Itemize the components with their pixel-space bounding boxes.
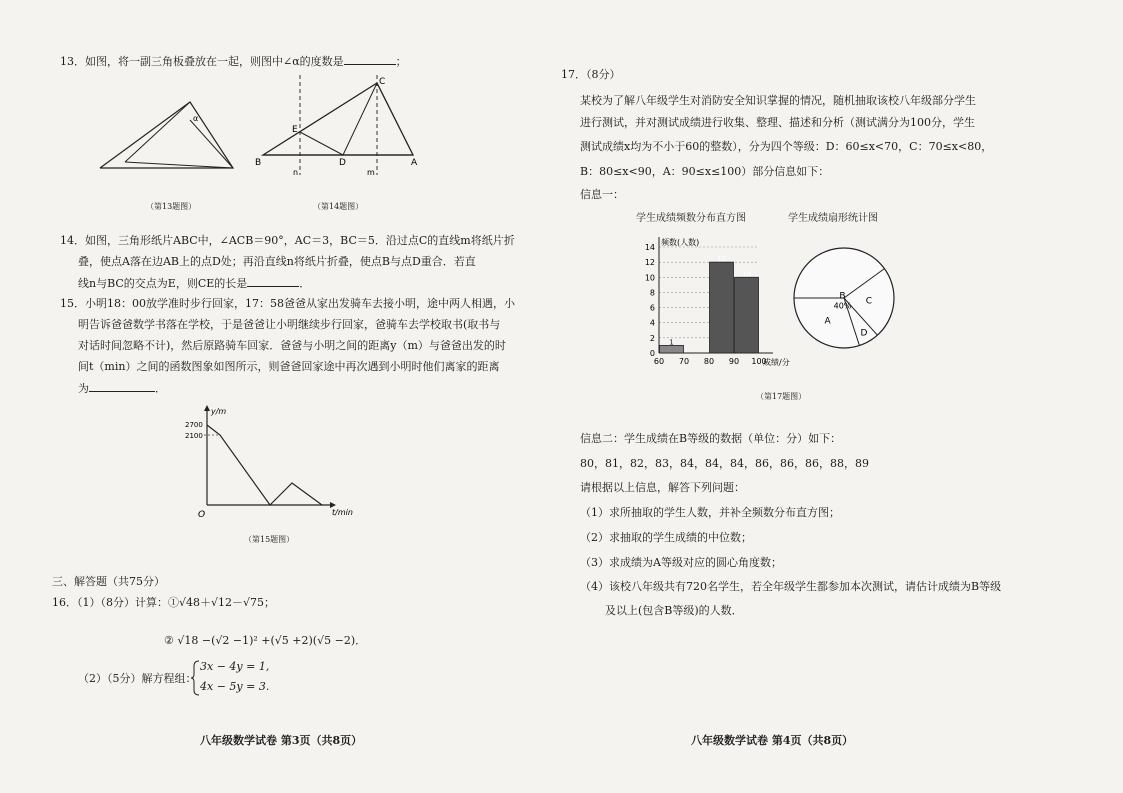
q14-line2: 叠，使点A落在边AB上的点D处；再沿直线n将纸片折叠，使点B与点D重合．若直 bbox=[78, 255, 476, 268]
x-axis-label: 成绩/分 bbox=[763, 358, 790, 367]
q15-line4: 间t（min）之间的函数图象如图所示，则爸爸回家途中再次遇到小明时他们离家的距离 bbox=[78, 360, 500, 373]
y-tick-label: 0 bbox=[649, 349, 655, 358]
q17-sub2: （2）求抽取的学生成绩的中位数； bbox=[580, 531, 752, 544]
q14-line1: 14．如图，三角形纸片ABC中，∠ACB＝90°，AC＝3，BC＝5．沿过点C的直线m将纸片折 bbox=[60, 234, 515, 247]
q17-line2: 进行测试，并对测试成绩进行收集、整理、描述和分析（测试满分为100分，学生 bbox=[580, 116, 975, 129]
y-axis-label: 频数(人数) bbox=[661, 238, 700, 247]
q13-text: 13．如图，将一副三角板叠放在一起，则图中∠α的度数是 ； bbox=[60, 55, 407, 68]
q13-answer-blank[interactable] bbox=[344, 54, 396, 65]
y-tick-label: 14 bbox=[644, 243, 655, 252]
pie-label-a: A bbox=[824, 316, 831, 327]
y-axis-label: y/m bbox=[211, 407, 227, 416]
q16-eq2: 4x − 5y = 3. bbox=[200, 680, 270, 693]
pie-percent-label: 40% bbox=[833, 301, 852, 311]
left-page bbox=[0, 0, 561, 793]
x-axis-label: t/min bbox=[332, 508, 353, 517]
q14-caption: （第14题图） bbox=[313, 202, 364, 211]
bar-data-label: 12 bbox=[717, 255, 726, 264]
pie-chart bbox=[789, 243, 899, 353]
histogram-bar bbox=[735, 277, 759, 353]
q15-caption: （第15题图） bbox=[244, 535, 295, 544]
pie-label-c: C bbox=[865, 296, 873, 307]
q17-line4: B：80≤x<90，A：90≤x≤100）部分信息如下： bbox=[580, 165, 830, 178]
x-tick-label: 70 bbox=[678, 357, 690, 366]
y-tick-label: 8 bbox=[649, 288, 655, 298]
y-tick-2700: 2700 bbox=[185, 421, 203, 429]
q14-label-d: D bbox=[339, 158, 346, 168]
right-page bbox=[561, 0, 1122, 793]
q17-number: 17．（8分） bbox=[561, 68, 621, 81]
q17-info2-data: 80，81，82，83，84，84，84，86，86，86，88，89 bbox=[580, 457, 869, 470]
q17-figure-caption: （第17题图） bbox=[756, 392, 807, 401]
q17-line3: 测试成绩x均为不小于60的整数），分为四个等级：D：60≤x<70，C：70≤x<80， bbox=[580, 140, 993, 153]
q14-answer-blank[interactable] bbox=[247, 276, 299, 287]
q16-eq1: 3x − 4y = 1, bbox=[200, 660, 270, 673]
q14-label-e: E bbox=[292, 125, 298, 135]
q14-label-b: B bbox=[255, 158, 262, 168]
q16-part1-2: ② √18 −(√2 −1)² +(√5 +2)(√5 −2)． bbox=[164, 634, 367, 647]
right-page-footer: 八年级数学试卷 第4页（共8页） bbox=[691, 734, 854, 747]
q17-info1: 信息一： bbox=[580, 188, 624, 201]
histogram-chart bbox=[631, 235, 801, 380]
y-tick-label: 10 bbox=[644, 273, 655, 283]
q17-sub3: （3）求成绩为A等级对应的圆心角度数； bbox=[580, 556, 782, 569]
y-tick-label: 6 bbox=[649, 303, 655, 313]
q15-line2: 明告诉爸爸数学书落在学校，于是爸爸让小明继续步行回家，爸骑车去学校取书(取书与 bbox=[78, 318, 501, 331]
alpha-label: α bbox=[193, 114, 199, 123]
q17-sub4-line1: （4）该校八年级共有720名学生，若全年级学生都参加本次测试，请估计成绩为B等级 bbox=[580, 580, 1002, 593]
x-tick-label: 80 bbox=[703, 357, 715, 366]
x-tick-label: 90 bbox=[728, 357, 740, 366]
brace bbox=[190, 660, 200, 696]
section-3-heading: 三、解答题（共75分） bbox=[52, 575, 165, 588]
q14-label-m: m bbox=[367, 168, 375, 177]
q14-label-a: A bbox=[411, 158, 418, 168]
pie-label-d: D bbox=[860, 328, 868, 339]
q14-figure bbox=[255, 75, 425, 180]
y-tick-label: 4 bbox=[649, 318, 655, 328]
q15-line1: 15．小明18：00放学准时步行回家，17：58爸爸从家出发骑车去接小明，途中两人相遇，小 bbox=[60, 297, 515, 310]
origin-label: O bbox=[198, 510, 206, 520]
q17-prompt: 请根据以上信息，解答下列问题： bbox=[580, 481, 745, 494]
q15-line3: 对话时间忽略不计)，然后原路骑车回家．爸爸与小明之间的距离y（m）与爸爸出发的时 bbox=[78, 339, 506, 352]
q17-line1: 某校为了解八年级学生对消防安全知识掌握的情况，随机抽取该校八年级部分学生 bbox=[580, 94, 976, 107]
q13-figure bbox=[95, 90, 245, 175]
q16-part2-label: （2）（5分）解方程组： bbox=[78, 672, 197, 685]
q13-caption: （第13题图） bbox=[146, 202, 197, 211]
q16-part1: 16．（1）（8分）计算：①√48＋√12－√75； bbox=[52, 596, 276, 609]
q15-line5: 为 ． bbox=[78, 382, 166, 395]
y-tick-2100: 2100 bbox=[185, 432, 203, 440]
histogram-bar bbox=[660, 345, 684, 353]
y-tick-label: 12 bbox=[644, 258, 655, 268]
q14-label-c: C bbox=[379, 77, 386, 87]
pie-title: 学生成绩扇形统计图 bbox=[788, 213, 878, 224]
q15-graph bbox=[180, 405, 365, 520]
pie-label-b: B bbox=[839, 291, 846, 302]
bar-data-label: 10 bbox=[742, 270, 751, 279]
q14-line3: 线n与BC的交点为E，则CE的长是 ． bbox=[78, 277, 311, 290]
q17-sub1: （1）求所抽取的学生人数，并补全频数分布直方图； bbox=[580, 506, 840, 519]
q17-sub4-line2: 及以上(包含B等级)的人数． bbox=[605, 604, 743, 617]
y-tick-label: 2 bbox=[649, 333, 655, 343]
bar-data-label: 1 bbox=[669, 338, 674, 347]
histogram-bar bbox=[710, 262, 734, 353]
q14-label-n: n bbox=[293, 168, 299, 177]
histogram-title: 学生成绩频数分布直方图 bbox=[636, 213, 746, 224]
left-page-footer: 八年级数学试卷 第3页（共8页） bbox=[200, 734, 363, 747]
q17-info2-title: 信息二：学生成绩在B等级的数据（单位：分）如下： bbox=[580, 432, 842, 445]
x-tick-label: 60 bbox=[653, 357, 665, 366]
q15-answer-blank[interactable] bbox=[89, 381, 155, 392]
x-tick-label: 100 bbox=[751, 357, 767, 366]
